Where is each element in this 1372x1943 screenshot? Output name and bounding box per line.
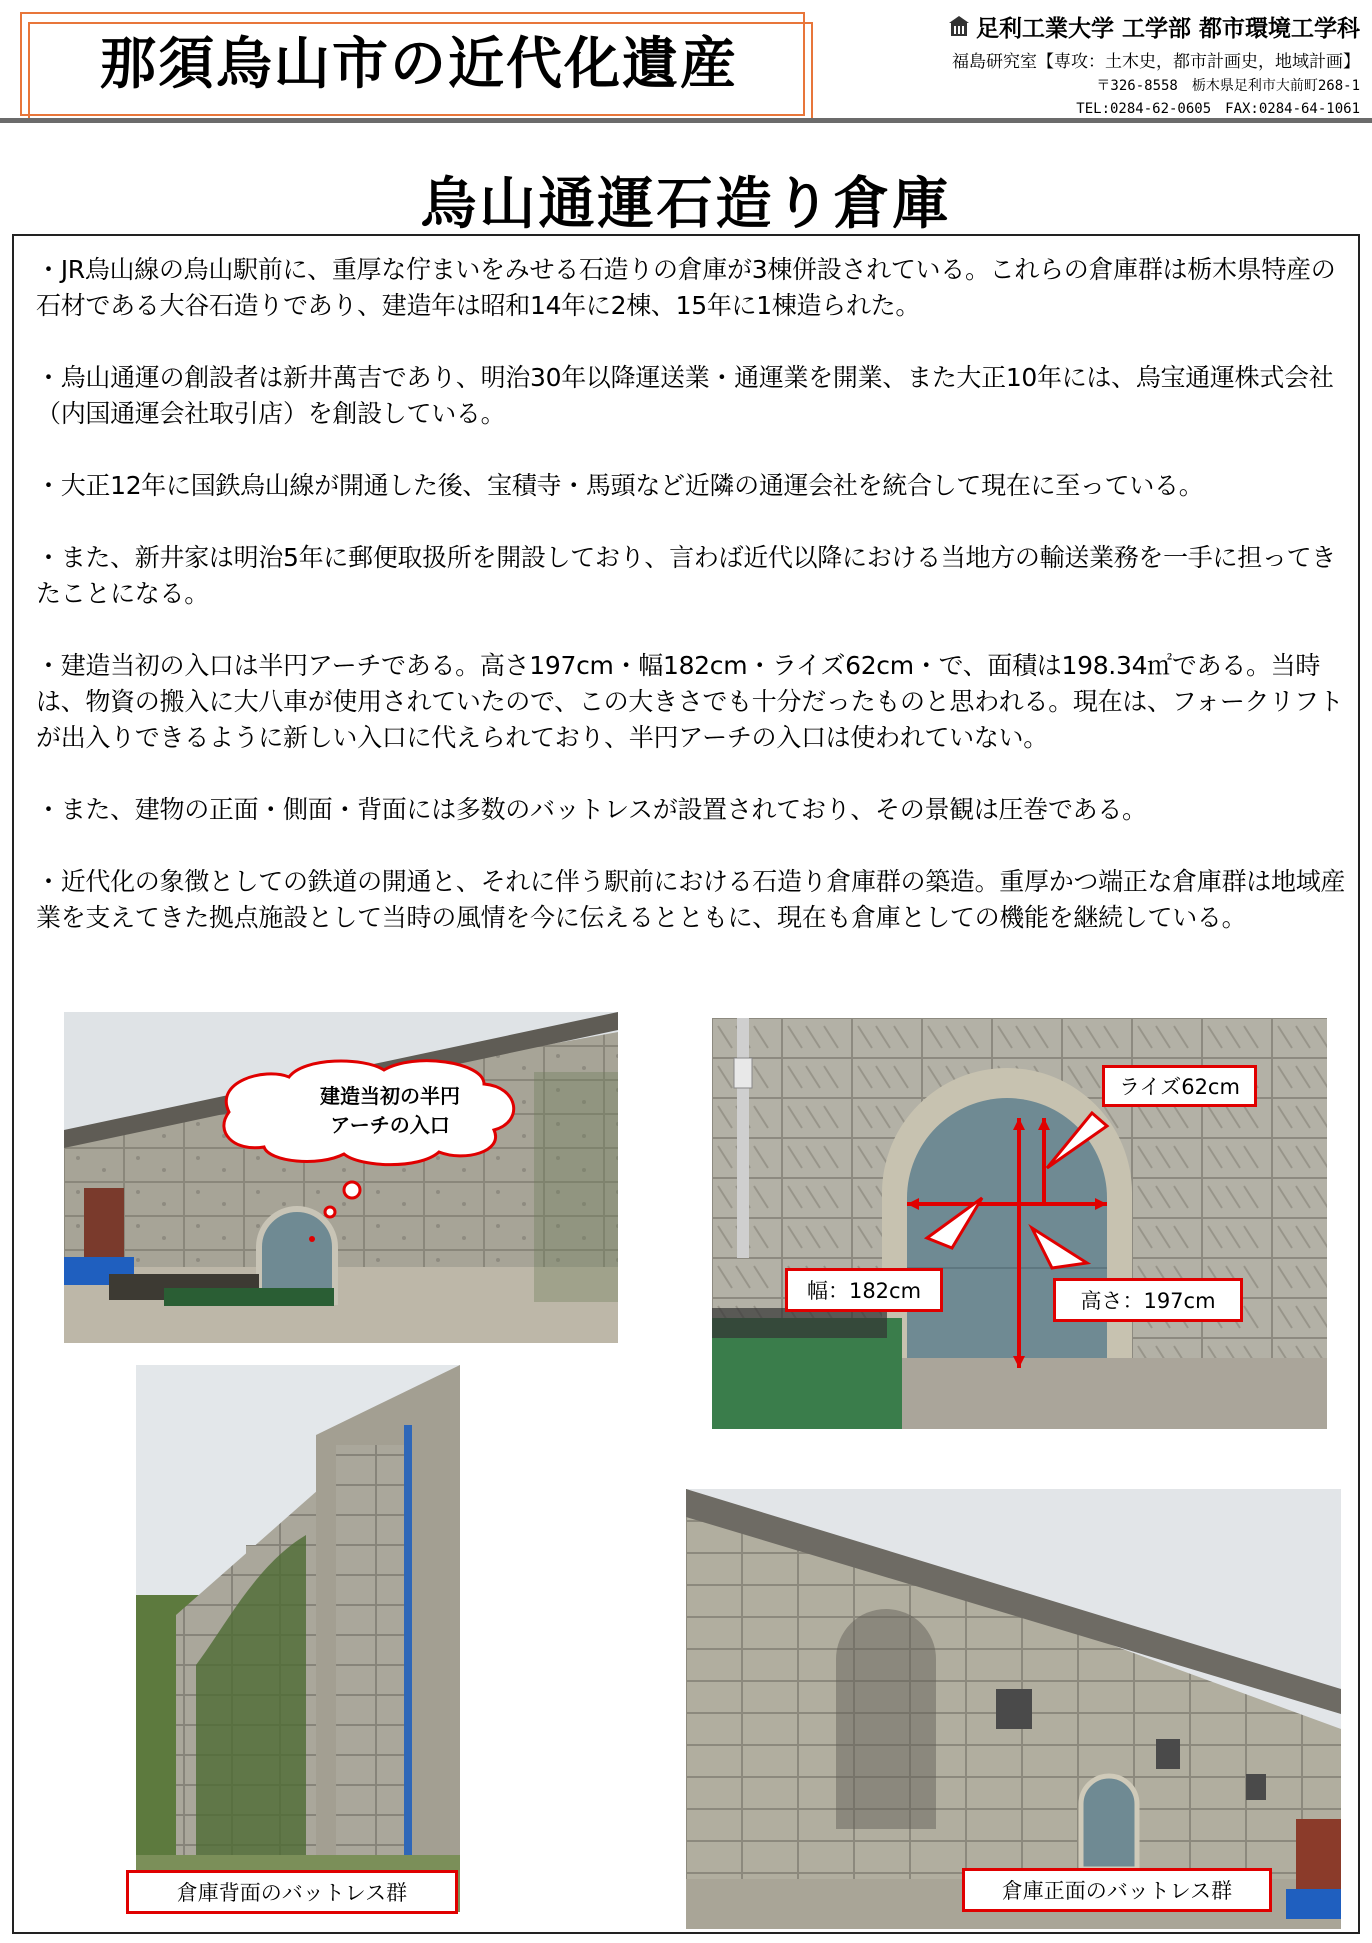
paragraph-4: ・また、新井家は明治5年に郵便取扱所を開設しており、言わば近代以降における当地方の輸送業務を一手に担ってきたことになる。 <box>36 543 1337 608</box>
paragraph-7: ・近代化の象徴としての鉄道の開通と、それに伴う駅前における石造り倉庫群の築造。重厚かつ端正な倉庫群は地域産業を支えてきた拠点施設として当時の風情を今に伝えるとともに、現在も倉庫としての機能を継続している。 <box>36 867 1346 932</box>
rise-label: ライズ62cm <box>1102 1065 1257 1107</box>
header-rule <box>0 118 1372 123</box>
photo-warehouse-side <box>64 1012 618 1343</box>
contact: TEL:0284-62-0605 FAX:0284-64-1061 <box>1076 101 1360 117</box>
paragraph-5: ・建造当初の入口は半円アーチである。高さ197cm・幅182cm・ライズ62cm・で、面積は198.34㎡である。当時は、物資の搬入に大八車が使用されていたので、この大きさでも十分だったものと思われる。現在は、フォークリフトが出入りできるように新しい入口に代えられており、半円アーチの入口は使われていない。 <box>36 651 1344 752</box>
width-label: 幅：182cm <box>785 1268 943 1312</box>
arch-callout <box>290 1082 490 1140</box>
page-title: 烏山通運石造り倉庫 <box>420 172 952 237</box>
arch-callout-line2: アーチの入口 <box>330 1113 450 1137</box>
photo-front-buttresses <box>686 1489 1341 1929</box>
university-name: 足利工業大学 工学部 都市環境工学科 <box>975 16 1360 42</box>
rear-buttress-caption: 倉庫背面のバットレス群 <box>126 1870 458 1914</box>
university-line <box>948 10 1360 43</box>
affiliation-block <box>948 10 1360 118</box>
series-title: 那須烏山市の近代化遺産 <box>100 32 738 97</box>
arch-callout-line1: 建造当初の半円 <box>320 1084 460 1108</box>
lab-name: 福島研究室【専攻：土木史，都市計画史，地域計画】 <box>952 52 1360 72</box>
paragraph-6: ・また、建物の正面・側面・背面には多数のバットレスが設置されており、その景観は圧巻である。 <box>36 795 1147 824</box>
body-text <box>36 252 1346 972</box>
front-buttress-caption: 倉庫正面のバットレス群 <box>962 1868 1272 1912</box>
paragraph-3: ・大正12年に国鉄烏山線が開通した後、宝積寺・馬頭など近隣の通運会社を統合して現在に至っている。 <box>36 471 1204 500</box>
paragraph-1: ・JR烏山線の烏山駅前に、重厚な佇まいをみせる石造りの倉庫が3棟併設されている。これらの倉庫群は栃木県特産の石材である大谷石造りであり、建造年は昭和14年に2棟、15年に1棟造られた。 <box>36 255 1336 320</box>
address: 〒326-8558 栃木県足利市大前町268-1 <box>1096 78 1360 94</box>
photo-rear-buttresses <box>136 1365 460 1912</box>
height-label: 高さ：197cm <box>1053 1278 1243 1322</box>
university-crest-icon <box>948 16 970 38</box>
paragraph-2: ・烏山通運の創設者は新井萬吉であり、明治30年以降運送業・通運業を開業、また大正10年には、烏宝通運株式会社（内国通運会社取引店）を創設している。 <box>36 363 1334 428</box>
